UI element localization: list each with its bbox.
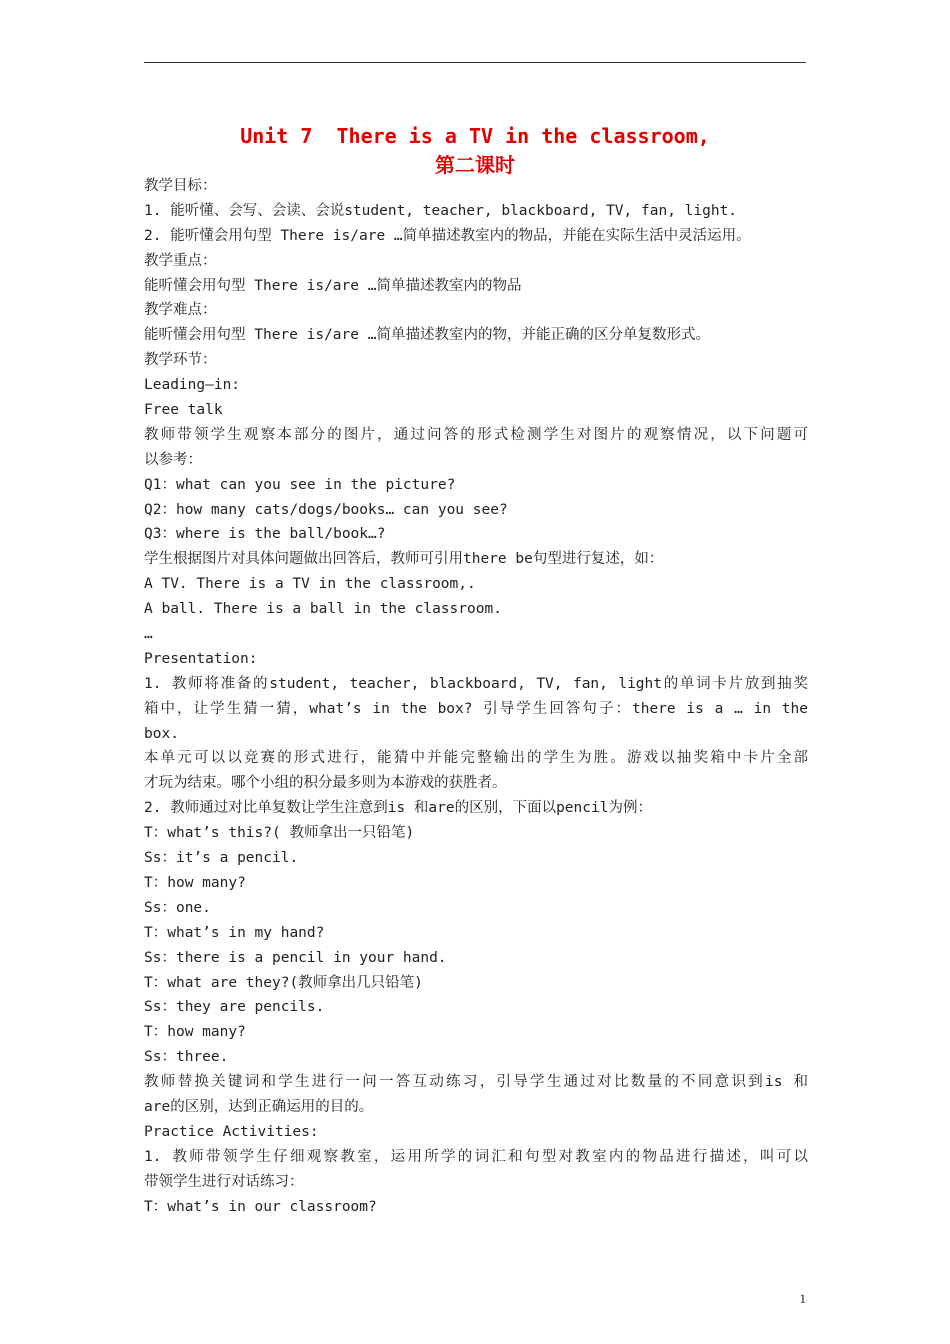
text-line: 教学难点： (144, 302, 217, 319)
text-line: 1. 能听懂、会写、会读、会说student, teacher, blackboard, TV, fan, light. (144, 202, 738, 219)
document-title: Unit 7 There is a TV in the classroom, (240, 124, 710, 148)
text-line: 箱中，让学生猜一猜，what’s in the box? 引导学生回答句子：there is a … in the (144, 700, 808, 717)
page-number: 1 (799, 1291, 806, 1306)
text-line: 2. 教师通过对比单复数让学生注意到is 和are的区别，下面以pencil为例： (144, 800, 652, 817)
text-line: 教学重点： (144, 252, 217, 269)
text-line: T：how many? (144, 874, 246, 891)
text-line: Presentation: (144, 650, 258, 667)
text-line: box. (144, 725, 179, 742)
text-line: 教师带领学生观察本部分的图片，通过问答的形式检测学生对图片的观察情况，以下问题可 (144, 426, 808, 443)
text-line: T：what are they?(教师拿出几只铅笔) (144, 974, 423, 991)
text-line: A TV. There is a TV in the classroom,. (144, 576, 476, 593)
text-line: Ss：there is a pencil in your hand. (144, 949, 447, 966)
text-line: 能听懂会用句型 There is/are …简单描述教室内的物品 (144, 277, 522, 294)
text-line: 教学环节： (144, 352, 217, 369)
text-line: T：what’s in our classroom? (144, 1198, 377, 1215)
text-line: Ss：it’s a pencil. (144, 850, 299, 867)
text-line: 教学目标： (144, 178, 217, 194)
text-line: Q1：what can you see in the picture? (144, 476, 456, 493)
header-rule (144, 62, 806, 63)
text-line: Leading—in: (144, 377, 241, 394)
document-subtitle: 第二课时 (435, 153, 515, 177)
text-line: 1. 教师带领学生仔细观察教室，运用所学的词汇和句型对教室内的物品进行描述，叫可以 (144, 1148, 808, 1165)
text-line: 以参考： (144, 451, 202, 468)
text-line: Practice Activities: (144, 1123, 319, 1140)
text-line: 教师替换关键词和学生进行一问一答互动练习，引导学生通过对比数量的不同意识到is 和 (144, 1074, 808, 1091)
text-line: are的区别，达到正确运用的目的。 (144, 1098, 374, 1115)
text-line: 2. 能听懂会用句型 There is/are …简单描述教室内的物品，并能在实际生活中灵活运用。 (144, 227, 751, 244)
text-line: 带领学生进行对话练习： (144, 1173, 304, 1190)
text-line: 能听懂会用句型 There is/are …简单描述教室内的物，并能正确的区分单复数形式。 (144, 327, 710, 344)
text-line: 1. 教师将准备的student, teacher, blackboard, TV, fan, light的单词卡片放到抽奖 (144, 675, 808, 692)
text-line: … (144, 626, 153, 643)
text-line: T：how many? (144, 1024, 246, 1041)
text-line: 才玩为结束。哪个小组的积分最多则为本游戏的获胜者。 (144, 775, 507, 792)
text-line: Ss：they are pencils. (144, 999, 325, 1016)
text-line: Free talk (144, 402, 223, 419)
text-line: T：what’s this?( 教师拿出一只铅笔) (144, 825, 415, 842)
text-line: 学生根据图片对具体问题做出回答后，教师可引用there be句型进行复述，如： (144, 551, 664, 568)
text-line: Q2：how many cats/dogs/books… can you see? (144, 501, 508, 518)
text-line: 本单元可以以竞赛的形式进行，能猜中并能完整输出的学生为胜。游戏以抽奖箱中卡片全部 (144, 750, 808, 767)
text-line: Q3：where is the ball/book…? (144, 526, 386, 543)
text-line: A ball. There is a ball in the classroom. (144, 601, 502, 618)
document-body (144, 174, 808, 1219)
text-line: Ss：one. (144, 899, 211, 916)
text-line: T：what’s in my hand? (144, 924, 325, 941)
text-line: Ss：three. (144, 1049, 229, 1066)
